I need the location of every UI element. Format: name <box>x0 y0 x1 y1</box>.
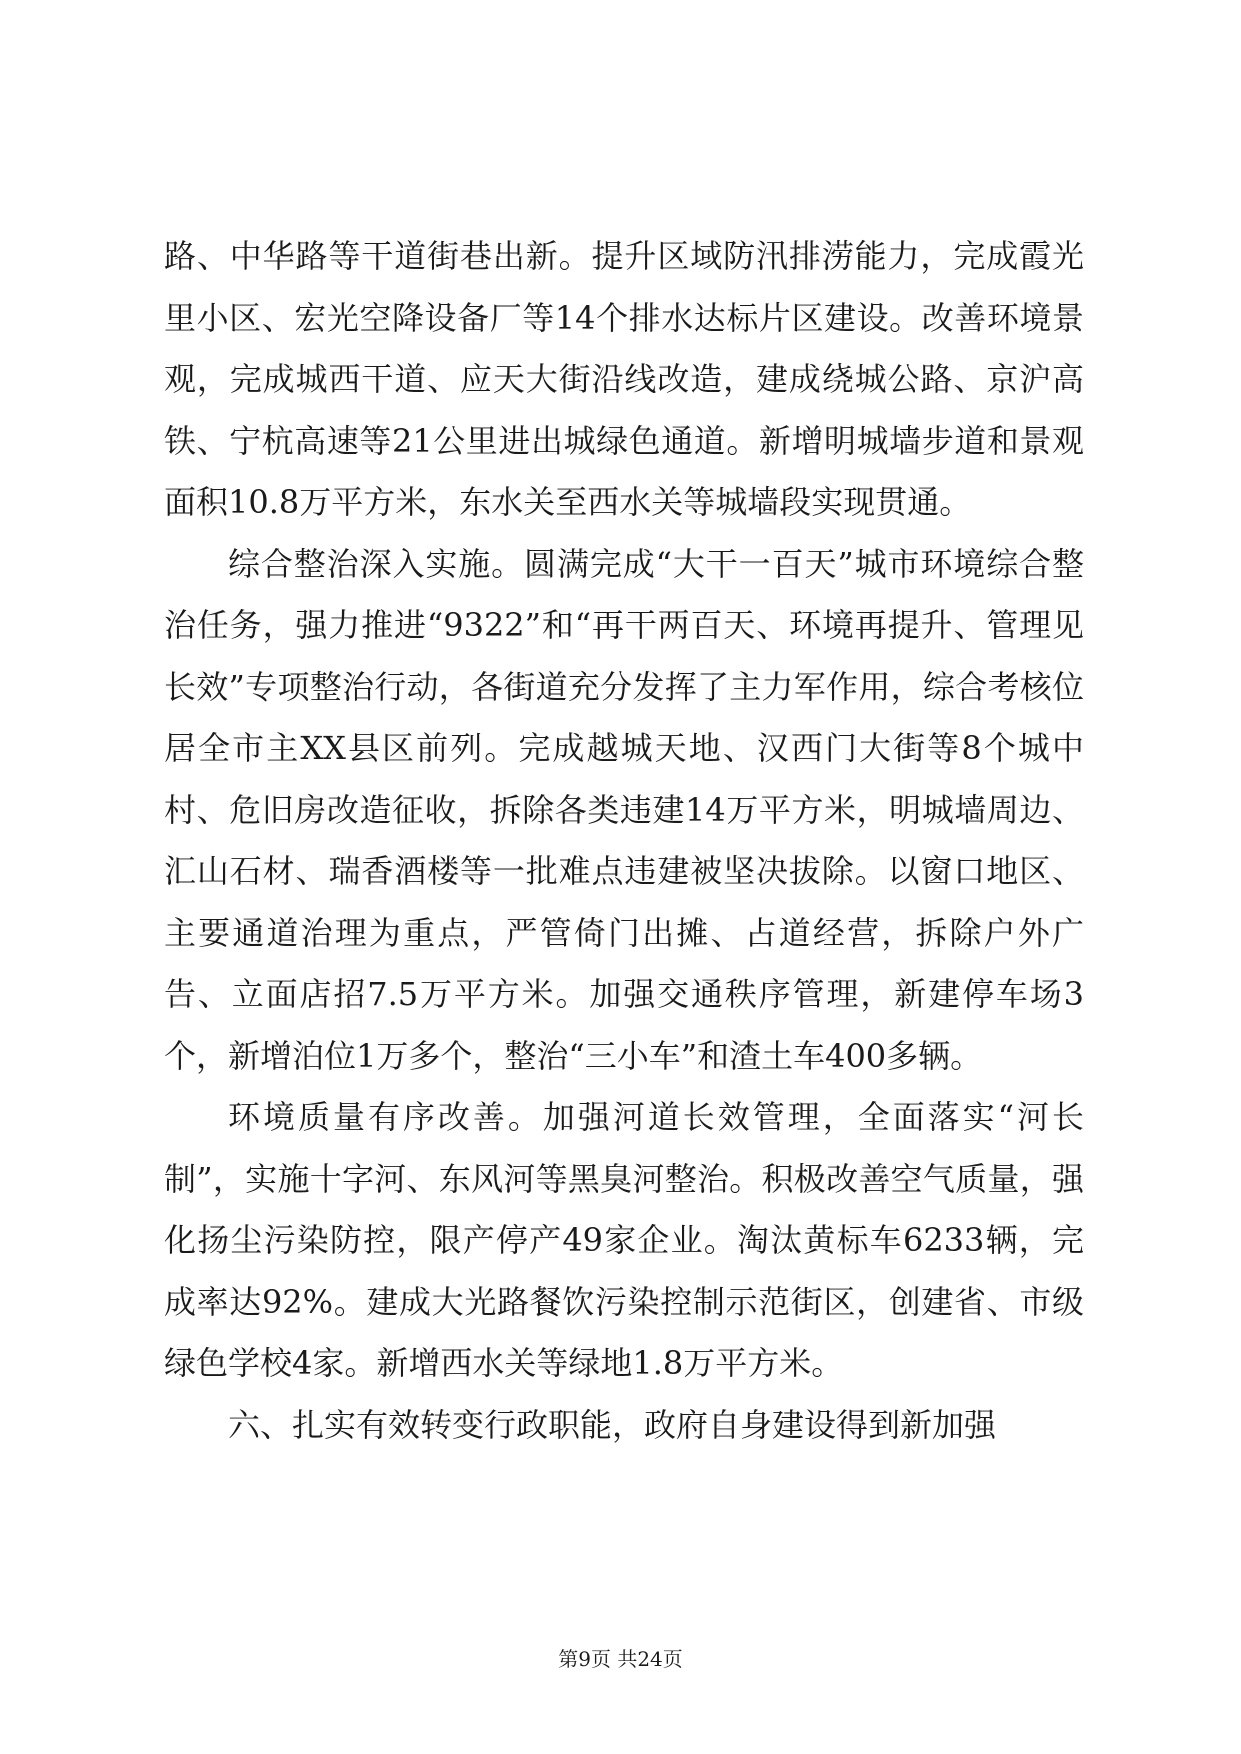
paragraph-continuation: 路、中华路等干道街巷出新。提升区域防汛排涝能力，完成霞光里小区、宏光空降设备厂等14个排水达标片区建设。改善环境景观，完成城西干道、应天大街沿线改造，建成绕城公路、京沪高铁、宁杭高速等21公里进出城绿色通道。新增明城墙步道和景观面积10.8万平方米，东水关至西水关等城墙段实现贯通。 <box>164 237 1084 521</box>
document-body <box>164 226 1084 1456</box>
section-heading-six: 六、扎实有效转变行政职能，政府自身建设得到新加强 <box>228 1405 997 1444</box>
paragraph-environment-quality: 环境质量有序改善。加强河道长效管理，全面落实“河长制”，实施十字河、东风河等黑臭河整治。积极改善空气质量，强化扬尘污染防控，限产停产49家企业。淘汰黄标车6233辆，完成率达92%。建成大光路餐饮污染控制示范街区，创建省、市级绿色学校4家。新增西水关等绿地1.8万平方米。 <box>164 1098 1084 1382</box>
page-number-footer: 第9页 共24页 <box>558 1647 683 1671</box>
paragraph-comprehensive-rectification: 综合整治深入实施。圆满完成“大干一百天”城市环境综合整治任务，强力推进“9322”和“再干两百天、环境再提升、管理见长效”专项整治行动，各街道充分发挥了主力军作用，综合考核位居全市主XX县区前列。完成越城天地、汉西门大街等8个城中村、危旧房改造征收，拆除各类违建14万平方米，明城墙周边、汇山石材、瑞香酒楼等一批难点违建被坚决拔除。以窗口地区、主要通道治理为重点，严管倚门出摊、占道经营，拆除户外广告、立面店招7.5万平方米。加强交通秩序管理，新建停车场3个，新增泊位1万多个，整治“三小车”和渣土车400多辆。 <box>164 544 1084 1075</box>
